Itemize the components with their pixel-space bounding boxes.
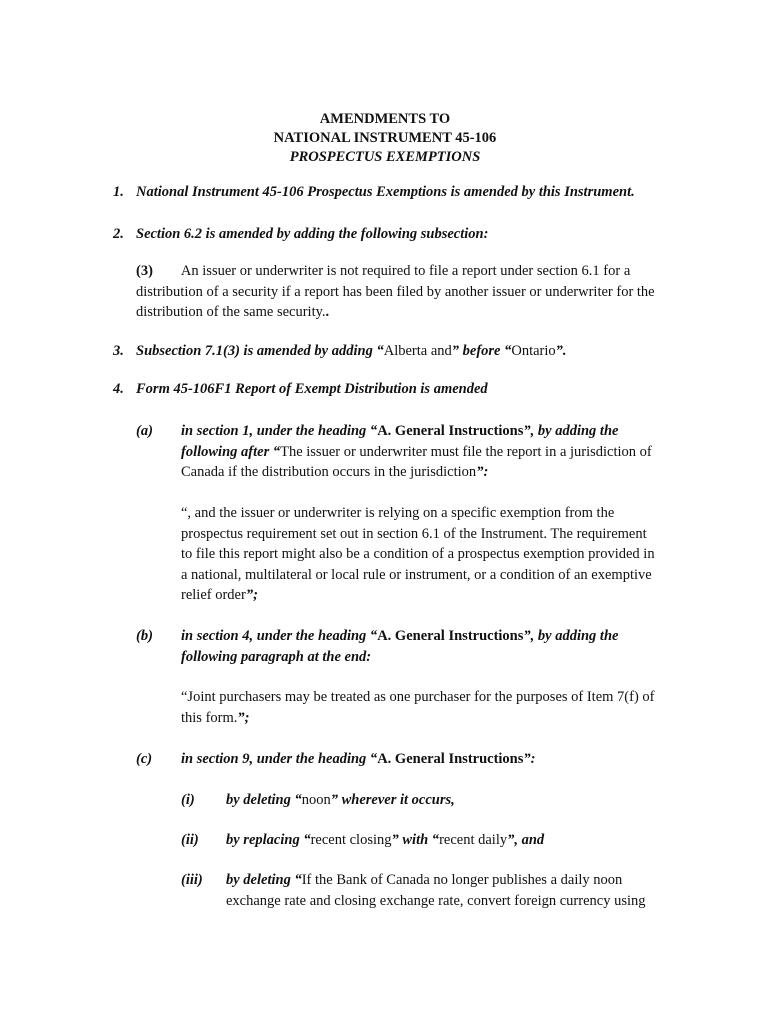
insert-line: to file this report might also be a condition of a prospectus exemption provided in — [181, 546, 655, 562]
para-b-insert — [181, 687, 691, 728]
sub-iii-text-a: by deleting “ — [226, 872, 302, 888]
para-c — [181, 749, 691, 770]
sub-ii-text-b: ” with “ — [391, 832, 440, 848]
item-number: 1. — [113, 184, 124, 200]
sub-i — [226, 790, 686, 811]
insert-line: a national, multilateral or local rule or instrument, or a condition of an exemptive — [181, 566, 652, 583]
para-c-text-end: ”: — [523, 751, 536, 767]
para-b — [181, 626, 691, 667]
insert-line: relief order — [181, 587, 246, 603]
sub-ii-text-a: by replacing “ — [226, 832, 311, 848]
para-a-line3-quote: Canada if the distribution occurs in the jurisdiction — [181, 464, 477, 480]
item-number: 4. — [113, 381, 124, 397]
sub-ii-quote-1: recent closing — [310, 832, 392, 848]
sub-iii-label: (iii) — [181, 872, 203, 888]
document-title — [0, 110, 770, 167]
subsection-line-3-end: . — [325, 304, 330, 320]
insert-end: ”; — [245, 587, 258, 603]
insert-line: this form. — [181, 709, 238, 726]
para-a — [181, 421, 691, 483]
para-c-heading: A. General Instructions — [377, 751, 524, 767]
para-a-label: (a) — [136, 423, 153, 439]
para-c-label: (c) — [136, 751, 153, 767]
insert-end: ”; — [237, 709, 250, 726]
item-number: 3. — [113, 343, 124, 359]
para-c-text: in section 9, under the heading “ — [181, 751, 378, 767]
subsection-line-2: distribution of a security if a report has been filed by another issuer or underwriter for the — [136, 283, 655, 300]
para-a-line2-text: following after “ — [181, 443, 281, 460]
sub-ii-label: (ii) — [181, 832, 199, 848]
sub-ii — [226, 830, 686, 851]
insert-line: “Joint purchasers may be treated as one purchaser for the purposes of Item 7(f) of — [181, 689, 655, 705]
sub-ii-quote-2: recent daily — [439, 832, 508, 848]
sub-i-quote: noon — [301, 792, 331, 808]
item-number: 2. — [113, 226, 124, 242]
para-b-text-end: ”, by adding the — [523, 628, 619, 644]
subsection-line-3: distribution of the same security. — [136, 304, 326, 320]
sub-i-text-a: by deleting “ — [226, 792, 302, 808]
para-a-heading: A. General Instructions — [377, 423, 524, 439]
para-b-line2: following paragraph at the end: — [181, 648, 372, 665]
sub-ii-text-c: ”, and — [507, 832, 545, 848]
item-text: Form 45-106F1 Report of Exempt Distribution is amended — [136, 381, 488, 397]
item-text: National Instrument 45-106 Prospectus Exemptions is amended by this Instrument. — [136, 184, 635, 200]
item-text-a: Subsection 7.1(3) is amended by adding “ — [136, 343, 384, 359]
para-b-text: in section 4, under the heading “ — [181, 628, 378, 644]
para-b-label: (b) — [136, 628, 153, 644]
para-a-text: in section 1, under the heading “ — [181, 423, 378, 439]
subsection-label: (3) — [136, 263, 153, 279]
subsection-3 — [136, 261, 696, 323]
sub-iii-quote: If the Bank of Canada no longer publishes a daily noon — [301, 872, 623, 888]
para-a-line2-quote: The issuer or underwriter must file the report in a jurisdiction of — [280, 443, 652, 460]
para-a-text-end: ”, by adding the — [523, 423, 619, 439]
sub-iii — [226, 870, 686, 911]
para-b-heading: A. General Instructions — [377, 628, 524, 644]
sub-i-label: (i) — [181, 792, 195, 808]
insert-line: “, and the issuer or underwriter is relying on a specific exemption from the — [181, 505, 615, 521]
item-text: Section 6.2 is amended by adding the following subsection: — [136, 226, 489, 242]
title-line-1: AMENDMENTS TO — [319, 111, 451, 127]
sub-i-text-b: ” wherever it occurs, — [330, 792, 455, 808]
item-text-c: ”. — [555, 343, 567, 359]
para-a-line3-end: ”: — [476, 464, 489, 480]
item-quote-2: Ontario — [511, 343, 556, 359]
para-a-insert — [181, 503, 691, 606]
subsection-line-1: An issuer or underwriter is not required to file a report under section 6.1 for a — [180, 263, 631, 279]
sub-iii-line-2: exchange rate and closing exchange rate, convert foreign currency using — [226, 892, 646, 909]
item-text-b: ” before “ — [451, 343, 512, 359]
insert-line: prospectus requirement set out in section 6.1 of the Instrument. The requirement — [181, 525, 647, 542]
title-line-2: NATIONAL INSTRUMENT 45-106 — [273, 130, 497, 146]
title-line-3: PROSPECTUS EXEMPTIONS — [289, 149, 481, 165]
item-quote-1: Alberta and — [383, 343, 452, 359]
